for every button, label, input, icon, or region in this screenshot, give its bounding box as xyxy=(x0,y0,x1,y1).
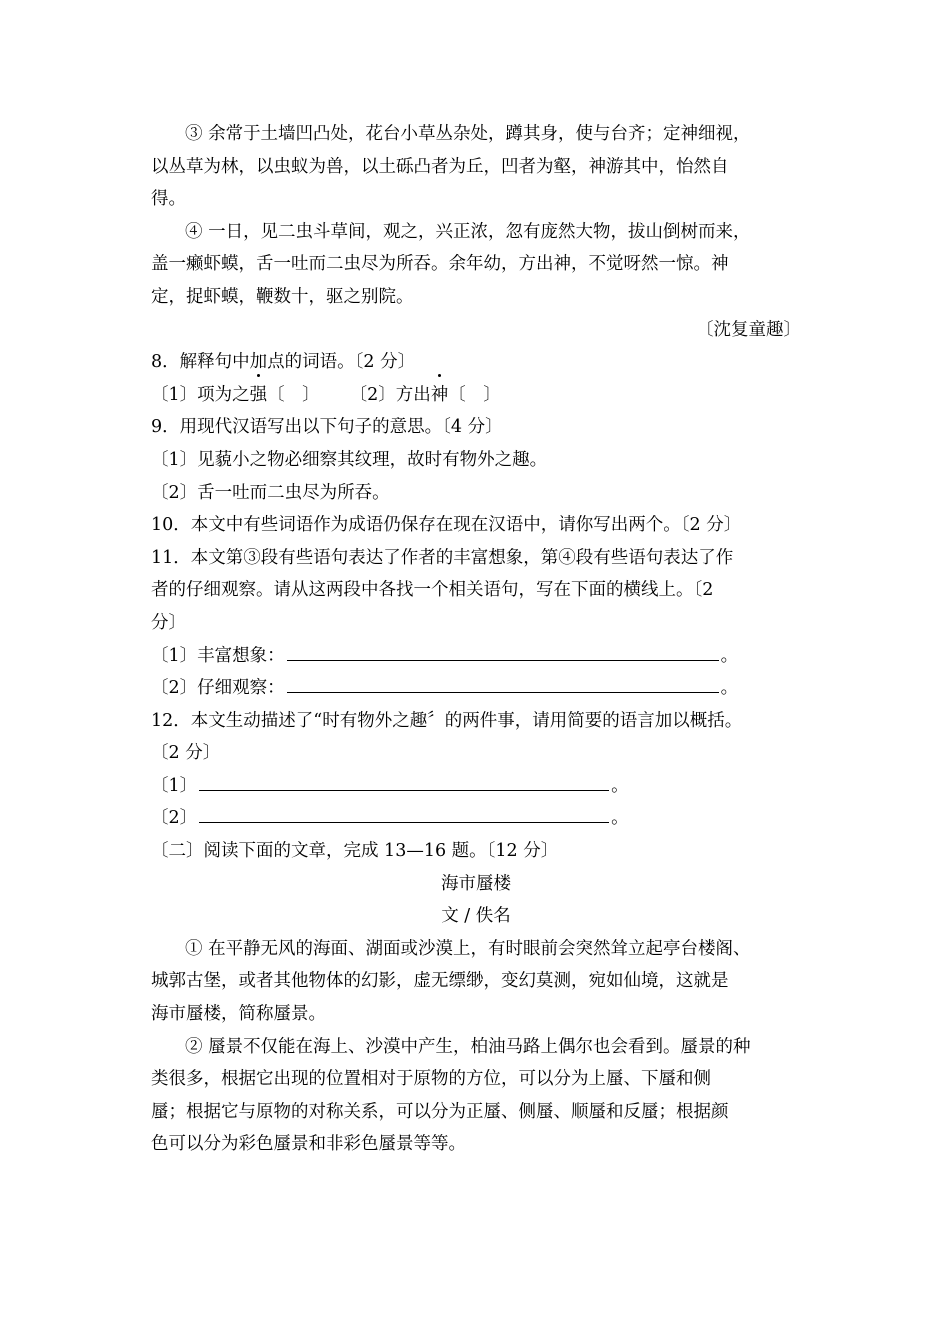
q12-item2-end: 。 xyxy=(611,808,629,829)
passage1-p3-line1: ③ 余常于土墙凹凸处，花台小草丛杂处，蹲其身，使与台齐；定神细视， xyxy=(185,124,751,144)
q12-item1 xyxy=(151,770,801,803)
q11-stem-line1: 11．本文第③段有些语句表达了作者的丰富想象，第④段有些语句表达了作 xyxy=(151,547,734,568)
section2-heading: 〔二〕阅读下面的文章，完成 13—16 题。〔12 分〕 xyxy=(151,841,559,862)
passage1-p4-line2: 盖一癞虾蟆，舌一吐而二虫尽为所吞。余年幼，方出神，不觉呀然一惊。神 xyxy=(151,254,729,275)
q12-item1-label: 〔1〕 xyxy=(151,775,198,796)
q12-item2-answer-line[interactable] xyxy=(199,802,609,823)
q9-item2: 〔2〕舌一吐而二虫尽为所吞。 xyxy=(151,482,390,503)
q12-item2 xyxy=(151,802,801,835)
q9-stem: 9．用现代汉语写出以下句子的意思。〔4 分〕 xyxy=(151,417,503,438)
q11-stem-line2: 者的仔细观察。请从这两段中各找一个相关语句，写在下面的横线上。〔2 xyxy=(151,580,714,601)
q11-stem-line3: 分〕 xyxy=(151,612,186,633)
passage1-p4-line1: ④ 一日，见二虫斗草间，观之，兴正浓，忽有庞然大物，拔山倒树而来， xyxy=(185,221,751,242)
section2-p1-line2: 城郭古堡，或者其他物体的幻影，虚无缥缈，变幻莫测，宛如仙境，这就是 xyxy=(151,971,729,992)
q10-stem: 10．本文中有些词语作为成语仍保存在现在汉语中，请你写出两个。〔2 分〕 xyxy=(151,515,742,536)
q11-item2 xyxy=(151,672,801,705)
section2-p2-line1: ② 蜃景不仅能在海上、沙漠中产生，柏油马路上偶尔也会看到。蜃景的种 xyxy=(185,1036,751,1057)
q11-item1-answer-line[interactable] xyxy=(287,640,719,661)
section2-p1-line3: 海市蜃楼，简称蜃景。 xyxy=(151,1004,326,1025)
section2-p2-line4: 色可以分为彩色蜃景和非彩色蜃景等等。 xyxy=(151,1134,466,1155)
q8-item1-dotted-word: 强 xyxy=(250,379,268,412)
q11-item1 xyxy=(151,640,801,673)
q12-item2-label: 〔2〕 xyxy=(151,808,198,829)
passage1-p3-line2: 以丛草为林，以虫蚁为兽，以土砾凸者为丘，凹者为壑，神游其中，怡然自 xyxy=(151,156,729,177)
q8-item2-dotted-word: 神 xyxy=(431,379,449,412)
text-column xyxy=(151,118,801,1161)
q11-item1-end: 。 xyxy=(720,645,739,666)
q12-stem-line1: 12．本文生动描述了“时有物外之趣〞的两件事，请用简要的语言加以概括。 xyxy=(151,710,743,731)
passage1-source: 〔沈复童趣〕 xyxy=(696,319,801,340)
q8-item1-prefix: 〔1〕项为之 xyxy=(151,384,250,405)
q9-item1: 〔1〕见藐小之物必细察其纹理，故时有物外之趣。 xyxy=(151,449,548,470)
passage1-p3-line3: 得。 xyxy=(151,189,186,210)
q12-stem-line2: 〔2 分〕 xyxy=(151,743,221,764)
section2-p1-line1: ① 在平静无风的海面、湖面或沙漠上，有时眼前会突然耸立起亭台楼阁、 xyxy=(185,938,751,959)
q8-item2-prefix: 〔2〕方出 xyxy=(349,384,431,405)
q8-items xyxy=(151,379,801,412)
section2-title: 海市蜃楼 xyxy=(441,873,511,894)
q11-item2-end: 。 xyxy=(720,678,739,699)
q8-stem: 8．解释句中加点的词语。〔2 分〕 xyxy=(151,352,416,373)
section2-author: 文 / 佚名 xyxy=(441,906,511,927)
q11-item2-label: 〔2〕仔细观察： xyxy=(151,678,285,699)
section2-p2-line3: 蜃；根据它与原物的对称关系，可以分为正蜃、侧蜃、顺蜃和反蜃；根据颜 xyxy=(151,1101,729,1122)
q8-item2-answer-bracket[interactable]: 〔 〕 xyxy=(448,384,501,405)
q12-item1-end: 。 xyxy=(611,775,629,796)
q11-item1-label: 〔1〕丰富想象： xyxy=(151,645,285,666)
section2-p2-line2: 类很多，根据它出现的位置相对于原物的方位，可以分为上蜃、下蜃和侧 xyxy=(151,1069,711,1090)
q12-item1-answer-line[interactable] xyxy=(199,770,609,791)
q8-item1-answer-bracket[interactable]: 〔 〕 xyxy=(267,384,320,405)
passage1-p4-line3: 定，捉虾蟆，鞭数十，驱之别院。 xyxy=(151,286,414,307)
q11-item2-answer-line[interactable] xyxy=(287,672,719,693)
